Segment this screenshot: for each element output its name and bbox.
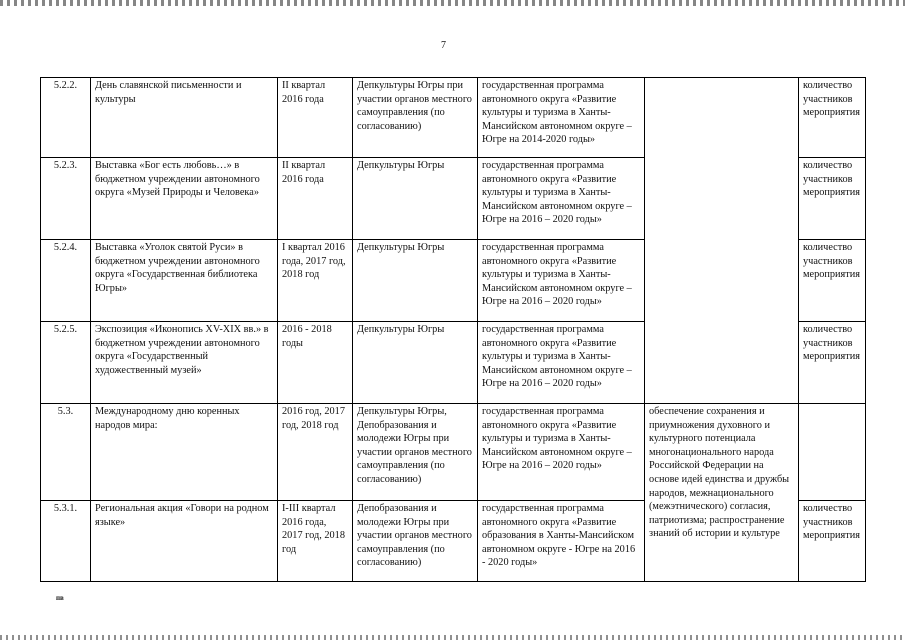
event-executor: Депкультуры Югры: [353, 322, 478, 404]
result-indicator: [799, 404, 866, 501]
footer-mark: пв: [56, 594, 64, 602]
event-period: I квартал 2016 года, 2017 год, 2018 год: [278, 240, 353, 322]
event-period: 2016 - 2018 годы: [278, 322, 353, 404]
event-name: Международному дню коренных народов мира:: [91, 404, 278, 501]
result-indicator: количество участников мероприятия: [799, 501, 866, 582]
table-row: [41, 404, 866, 501]
funding-program: государственная программа автономного округа «Развитие культуры и туризма в Ханты-Мансийском автономном округе – Югре на 2016 – 2020 годы»: [478, 322, 645, 404]
event-name: День славянской письменности и культуры: [91, 78, 278, 158]
events-table: [40, 77, 866, 582]
scan-noise-top: [0, 0, 905, 6]
scan-noise-bottom: [0, 635, 905, 640]
event-executor: Депкультуры Югры: [353, 158, 478, 240]
event-executor: Депкультуры Югры, Депобразования и молодежи Югры при участии органов местного самоуправления (по согласованию): [353, 404, 478, 501]
result-indicator: количество участников мероприятия: [799, 78, 866, 158]
funding-program: государственная программа автономного округа «Развитие культуры и туризма в Ханты-Мансийском автономном округе – Югре на 2016 – 2020 годы»: [478, 158, 645, 240]
row-number: 5.3.: [41, 404, 91, 501]
row-number: 5.2.5.: [41, 322, 91, 404]
event-period: II квартал 2016 года: [278, 78, 353, 158]
funding-program: государственная программа автономного округа «Развитие культуры и туризма в Ханты-Мансийском автономном округе – Югре на 2016 – 2020 годы»: [478, 240, 645, 322]
table-row: [41, 78, 866, 158]
funding-program: государственная программа автономного округа «Развитие образования в Ханты-Мансийском автономном округе - Югре на 2016 - 2020 годы»: [478, 501, 645, 582]
event-name: Выставка «Бог есть любовь…» в бюджетном учреждении автономного округа «Музей Природы и Человека»: [91, 158, 278, 240]
funding-program: государственная программа автономного округа «Развитие культуры и туризма в Ханты-Мансийском автономном округе – Югре на 2014-2020 годы»: [478, 78, 645, 158]
event-name: Региональная акция «Говори на родном языке»: [91, 501, 278, 582]
goal-cell-empty: [645, 78, 799, 404]
funding-program: государственная программа автономного округа «Развитие культуры и туризма в Ханты-Мансийском автономном округе – Югре на 2016 – 2020 годы»: [478, 404, 645, 501]
event-period: I-III квартал 2016 года, 2017 год, 2018 год: [278, 501, 353, 582]
result-indicator: количество участников мероприятия: [799, 240, 866, 322]
event-period: II квартал 2016 года: [278, 158, 353, 240]
event-executor: Депкультуры Югры: [353, 240, 478, 322]
goal-text: обеспечение сохранения и приумножения духовного и культурного потенциала многонационального народа Российской Федерации на основе идей единства и дружбы народов, межнационального (межэтнического) согласия, патриотизма; распространение знаний об истории и культуре: [645, 404, 799, 582]
event-executor: Депкультуры Югры при участии органов местного самоуправления (по согласованию): [353, 78, 478, 158]
event-name: Экспозиция «Иконопись XV-XIX вв.» в бюджетном учреждении автономного округа «Государственный художественный музей»: [91, 322, 278, 404]
result-indicator: количество участников мероприятия: [799, 158, 866, 240]
event-period: 2016 год, 2017 год, 2018 год: [278, 404, 353, 501]
result-indicator: количество участников мероприятия: [799, 322, 866, 404]
row-number: 5.2.3.: [41, 158, 91, 240]
event-name: Выставка «Уголок святой Руси» в бюджетном учреждении автономного округа «Государственная библиотека Югры»: [91, 240, 278, 322]
page-number: 7: [441, 40, 446, 51]
row-number: 5.3.1.: [41, 501, 91, 582]
event-executor: Депобразования и молодежи Югры при участии органов местного самоуправления (по согласованию): [353, 501, 478, 582]
row-number: 5.2.2.: [41, 78, 91, 158]
row-number: 5.2.4.: [41, 240, 91, 322]
